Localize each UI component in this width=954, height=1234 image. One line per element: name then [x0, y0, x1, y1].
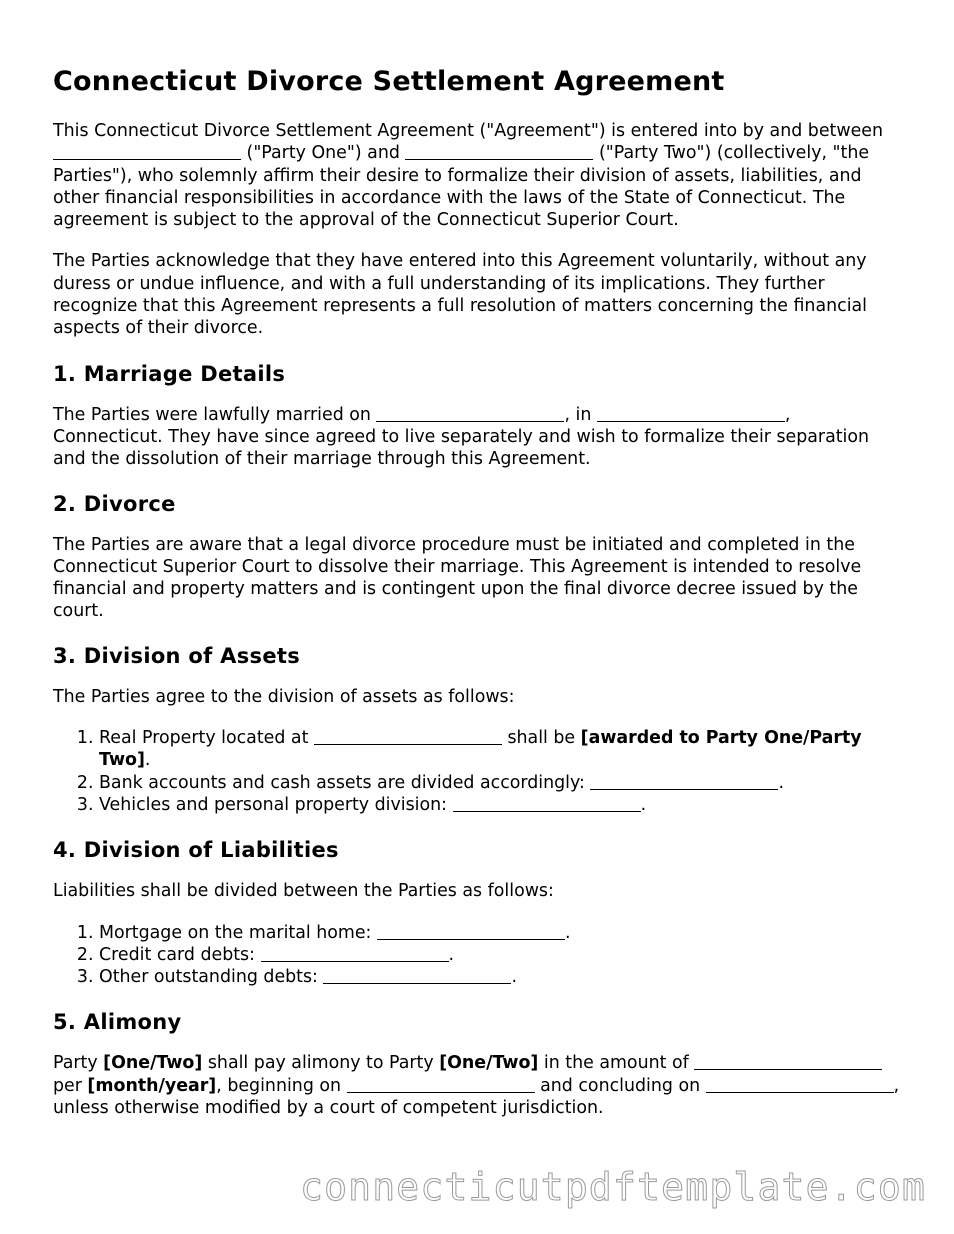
- assets-list: [53, 727, 903, 816]
- document-page: [53, 64, 903, 1138]
- list-item: 1. Real Property located at shall be [awarded to Party One/Party Two].: [99, 727, 903, 772]
- list-item: 2. Bank accounts and cash assets are divided accordingly: .: [99, 772, 903, 794]
- mortgage-blank[interactable]: [377, 923, 565, 940]
- list-item: 3. Vehicles and personal property division: .: [99, 794, 903, 816]
- list-item: 3. Other outstanding debts: .: [99, 966, 903, 988]
- alimony-start-blank[interactable]: [347, 1076, 535, 1093]
- marriage-date-blank[interactable]: [376, 405, 564, 422]
- section-heading-division-of-assets: 3. Division of Assets: [53, 643, 301, 668]
- other-debts-blank[interactable]: [323, 967, 511, 984]
- real-property-blank[interactable]: [314, 728, 502, 745]
- alimony-paragraph: Party [One/Two] shall pay alimony to Party [One/Two] in the amount of per [month/year], beginning on and concluding on , unless otherwise modified by a court of competent jurisdiction.: [53, 1053, 900, 1119]
- alimony-amount-blank[interactable]: [694, 1053, 882, 1070]
- alimony-end-blank[interactable]: [706, 1076, 894, 1093]
- intro-paragraph-1: This Connecticut Divorce Settlement Agreement ("Agreement") is entered into by and between ("Party One") and ("Party Two") (collectively, "the Parties"), who solemnly affirm their desire to formalize their division of assets, liabilities, and other financial responsibilities in accordance with the laws of the State of Connecticut. The agreement is subject to the approval of the Connecticut Superior Court.: [53, 121, 883, 231]
- bank-accounts-blank[interactable]: [590, 773, 778, 790]
- vehicles-blank[interactable]: [453, 795, 641, 812]
- section-heading-alimony: 5. Alimony: [53, 1010, 182, 1035]
- section-heading-divorce: 2. Divorce: [53, 491, 176, 516]
- party-two-blank[interactable]: [405, 143, 593, 160]
- assets-intro: The Parties agree to the division of assets as follows:: [53, 686, 515, 707]
- list-item: 2. Credit card debts: .: [99, 944, 903, 966]
- marriage-location-blank[interactable]: [597, 405, 785, 422]
- section-heading-marriage-details: 1. Marriage Details: [53, 361, 286, 386]
- intro-paragraph-2: The Parties acknowledge that they have entered into this Agreement voluntarily, without any duress or undue influence, and with a full understanding of its implications. They further recognize that this Agreement represents a full resolution of matters concerning the financial aspects of their divorce.: [53, 251, 868, 339]
- marriage-details-paragraph: The Parties were lawfully married on , in , Connecticut. They have since agreed to live separately and wish to formalize their separation and the dissolution of their marriage through this Agreement.: [53, 404, 870, 470]
- list-item: 1. Mortgage on the marital home: .: [99, 922, 903, 944]
- site-watermark: connecticutpdftemplate.com: [300, 1165, 927, 1209]
- section-heading-division-of-liabilities: 4. Division of Liabilities: [53, 838, 339, 863]
- divorce-paragraph: The Parties are aware that a legal divorce procedure must be initiated and completed in the Connecticut Superior Court to dissolve their marriage. This Agreement is intended to resolve financial and property matters and is contingent upon the final divorce decree issued by the court.: [53, 534, 862, 622]
- party-one-blank[interactable]: [53, 143, 241, 160]
- credit-card-blank[interactable]: [261, 945, 449, 962]
- liabilities-list: [53, 922, 903, 989]
- liabilities-intro: Liabilities shall be divided between the Parties as follows:: [53, 881, 554, 902]
- document-title: Connecticut Divorce Settlement Agreement: [53, 66, 725, 97]
